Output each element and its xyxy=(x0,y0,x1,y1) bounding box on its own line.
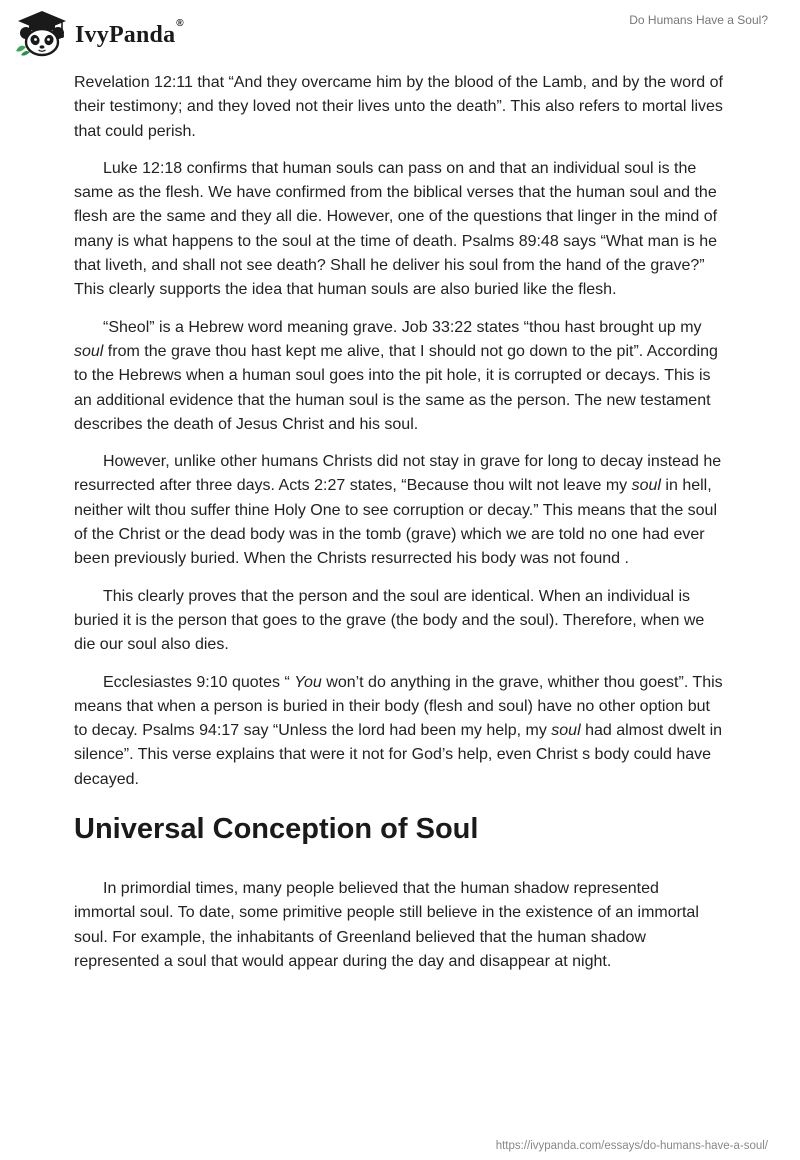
essay-paragraph xyxy=(74,157,724,303)
essay-paragraph xyxy=(74,877,724,974)
section-body-paragraphs xyxy=(74,877,724,974)
emphasized-text: soul xyxy=(74,342,104,360)
panda-logo-icon xyxy=(12,9,72,57)
essay-content xyxy=(74,71,724,987)
document-title: Do Humans Have a Soul? xyxy=(629,13,768,27)
section-heading: Universal Conception of Soul xyxy=(74,813,479,846)
paragraph-text: from the grave thou hast kept me alive, that I should not go down to the pit”. According to the Hebrews when a human soul goes into the pit hole, it is corrupted or decays. This is an additional evidence that the human soul is the same as the person. The new testament describes the death of Jesus Christ and his soul. xyxy=(74,342,718,433)
paragraph-text: had almost dwelt in silence”. This verse explains that were it not for God’s help, even Christ s body could have decayed. xyxy=(74,722,723,788)
paragraph-text: In primordial times, many people believed that the human shadow represented immortal soul. To date, some primitive people still believe in the existence of an immortal soul. For example, the inhabitants of Greenland believed that the human shadow represented a soul that would appear during the day and disappear at night. xyxy=(74,880,699,970)
paragraph-text: However, unlike other humans Christs did not stay in grave for long to decay instead he resurrected after three days. Acts 2:27 states, “Because thou wilt not leave my xyxy=(74,453,722,495)
essay-paragraph xyxy=(74,671,724,792)
essay-paragraph xyxy=(74,450,724,571)
emphasized-text: soul xyxy=(631,477,661,495)
essay-paragraph xyxy=(74,71,724,144)
emphasized-text: You xyxy=(294,673,322,691)
paragraph-text: in hell, neither wilt thou suffer thine Holy One to see corruption or decay.” This means that the soul of the Christ or the dead body was in the tomb (grave) which we are told no one had ever been previously buried. When the Christs resurrected his body was not found . xyxy=(74,477,718,568)
essay-body-paragraphs xyxy=(74,71,724,792)
essay-paragraph xyxy=(74,316,724,437)
brand-name: IvyPanda® xyxy=(75,17,184,48)
paragraph-text: This clearly proves that the person and the soul are identical. When an individual is buried it is the person that goes to the grave (the body and the soul). Therefore, when we die our soul also dies. xyxy=(74,587,705,654)
brand-logo[interactable] xyxy=(12,9,184,57)
paragraph-text: won’t do anything in the grave, whither thou goest”. This means that when a person is buried in their body (flesh and soul) have no other option but to decay. Psalms 94:17 say “Unless the lord had been my help, my xyxy=(74,673,723,740)
paragraph-text: “Sheol” is a Hebrew word meaning grave. Job 33:22 states “thou hast brought up my xyxy=(103,318,702,336)
paragraph-text: Revelation 12:11 that “And they overcame him by the blood of the Lamb, and by the word of their testimony; and they loved not their lives unto the death”. This also refers to mortal lives that could perish. xyxy=(74,74,723,140)
source-url[interactable]: https://ivypanda.com/essays/do-humans-have-a-soul/ xyxy=(495,1140,768,1152)
essay-paragraph xyxy=(74,585,724,658)
page-header xyxy=(0,0,800,70)
paragraph-text: Ecclesiastes 9:10 quotes “ xyxy=(103,673,295,691)
emphasized-text: soul xyxy=(551,722,581,740)
paragraph-text: Luke 12:18 confirms that human souls can pass on and that an individual soul is the same as the flesh. We have confirmed from the biblical verses that the human soul and the flesh are the same and they all die. However, one of the questions that linger in the mind of many is what happens to the soul at the time of death. Psalms 89:48 says “What man is he that liveth, and shall not see death? Shall he deliver his soul from the hand of the grave?” This clearly supports the idea that human souls are also buried like the flesh. xyxy=(74,159,718,299)
